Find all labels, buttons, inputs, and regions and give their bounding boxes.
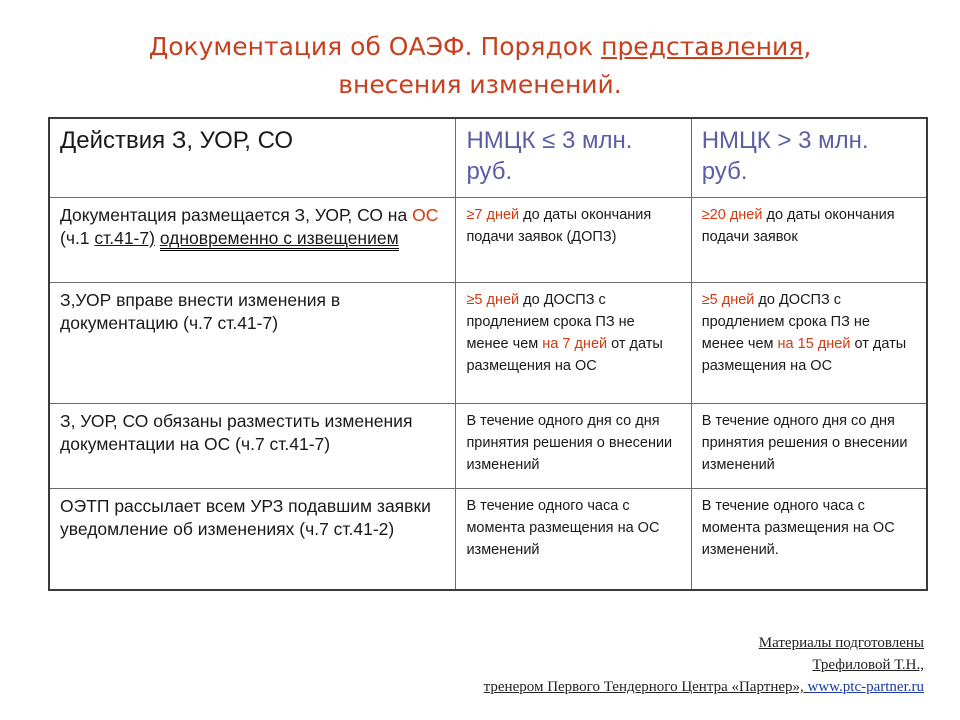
- red-text: ≥5 дней: [701, 292, 755, 308]
- text: до даты окончания подачи заявок (ДОПЗ): [466, 207, 652, 245]
- title-comma: ,: [803, 32, 812, 61]
- header-nmck-le-3: НМЦК ≤ 3 млн. руб.: [456, 118, 691, 198]
- underlined-text: ст.41-7): [94, 228, 155, 248]
- text: изменений: [466, 542, 540, 558]
- text: (ч.1: [60, 228, 95, 248]
- red-text: ОС: [412, 205, 439, 225]
- table-header-row: [49, 118, 927, 198]
- header-nmck-gt-3: НМЦК > 3 млн. руб.: [691, 118, 927, 198]
- table-row: [49, 283, 927, 404]
- text: от даты размещения на ОС: [701, 336, 907, 374]
- slide-title: [0, 28, 960, 104]
- text: до даты окончания подачи заявок: [701, 207, 895, 245]
- row-action: З, УОР, СО обязаны разместить изменения документации на ОС (ч.7 ст.41-7): [49, 404, 456, 489]
- title-line-2: внесения изменений.: [338, 70, 622, 99]
- table-row: [49, 489, 927, 591]
- red-text: ≥5 дней: [466, 292, 520, 308]
- procedure-table: [48, 117, 928, 591]
- title-underlined-word: представления: [601, 32, 804, 61]
- row-action: [49, 198, 456, 283]
- footer-credits: [484, 632, 924, 698]
- footer-link[interactable]: www.ptc-partner.ru: [807, 679, 924, 695]
- title-line-1: [0, 28, 960, 66]
- double-underlined-text: одновременно с извещением: [160, 228, 399, 251]
- row-cell-le-3: [456, 489, 691, 591]
- red-text: ≥7 дней: [466, 207, 520, 223]
- footer-text: тренером Первого Тендерного Центра «Партнер»,: [483, 679, 808, 695]
- text: от даты размещения на ОС: [466, 336, 663, 374]
- row-cell-gt-3: [691, 283, 927, 404]
- red-text: ≥20 дней: [701, 207, 763, 223]
- row-action: ОЭТП рассылает всем УРЗ подавшим заявки уведомление об изменениях (ч.7 ст.41-2): [49, 489, 456, 591]
- footer-line-2: Трефиловой Т.Н.,: [812, 657, 924, 673]
- red-text: на 15 дней: [777, 336, 851, 352]
- row-action: З,УОР вправе внести изменения в документацию (ч.7 ст.41-7): [49, 283, 456, 404]
- title-text: Документация об ОАЭФ. Порядок: [148, 32, 602, 61]
- table-row: [49, 198, 927, 283]
- row-cell-gt-3: [691, 198, 927, 283]
- row-cell-gt-3: В течение одного часа с момента размещения на ОС изменений.: [691, 489, 927, 591]
- text: В течение одного часа с момента размещения на ОС: [466, 498, 660, 536]
- row-cell-gt-3: В течение одного дня со дня принятия решения о внесении изменений: [691, 404, 927, 489]
- row-cell-le-3: [456, 198, 691, 283]
- text: до ДОСПЗ с продлением срока ПЗ не менее чем: [466, 292, 635, 352]
- footer-line-3: [484, 676, 924, 698]
- header-actions: Действия З, УОР, СО: [49, 118, 456, 198]
- table-row: [49, 404, 927, 489]
- row-cell-le-3: [456, 283, 691, 404]
- red-text: на 7 дней: [542, 336, 608, 352]
- text: до ДОСПЗ с продлением срока ПЗ не менее чем: [701, 292, 870, 352]
- footer-line-1: Материалы подготовлены: [758, 635, 924, 651]
- text: Документация размещается З, УОР, СО на: [60, 205, 413, 225]
- row-cell-le-3: В течение одного дня со дня принятия решения о внесении изменений: [456, 404, 691, 489]
